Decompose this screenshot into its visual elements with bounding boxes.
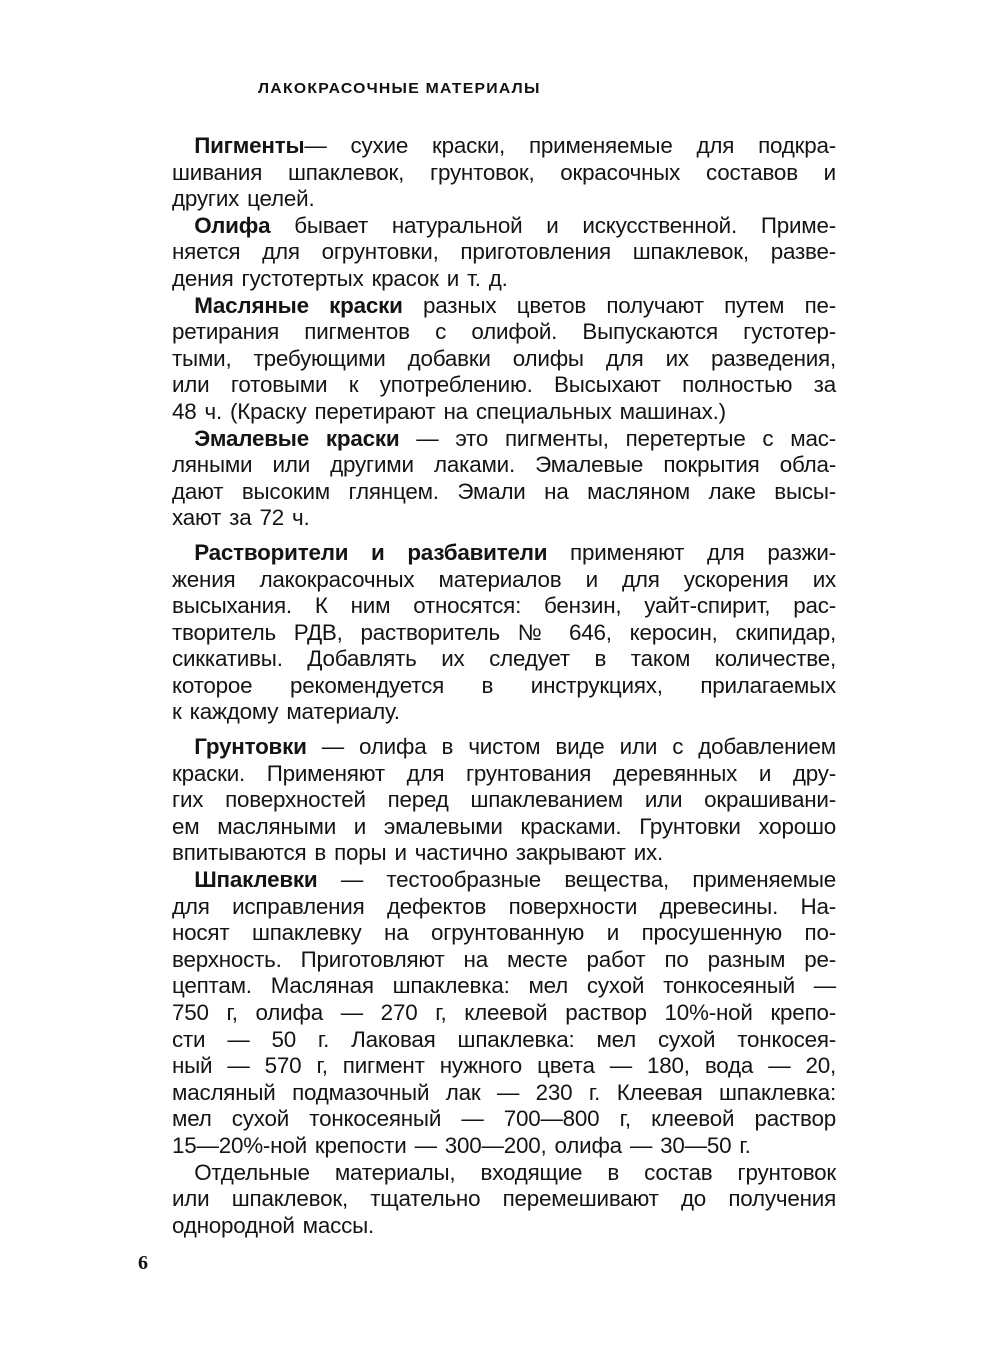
paragraph-gap	[172, 726, 836, 734]
paragraph-primers	[172, 734, 836, 867]
text-line: носят шпаклевку на огрунтованную и просушенную по-	[172, 920, 836, 946]
text-line	[172, 867, 836, 894]
text-line: тыми, требующими добавки олифы для их разведения,	[172, 345, 836, 371]
text-line: творитель РДВ, растворитель № 646, керосин, скипидар,	[172, 619, 836, 645]
text-line	[172, 133, 836, 160]
line-text: бывает натуральной и искусственной. Приме-	[270, 212, 836, 238]
running-head: ЛАКОКРАСОЧНЫЕ МАТЕРИАЛЫ	[258, 80, 541, 97]
text-line: 15—20%-ной крепости — 300—200, олифа — 30—50 г.	[172, 1132, 751, 1158]
text-line: ем масляными и эмалевыми красками. Грунтовки хорошо	[172, 813, 836, 839]
text-line: к каждому материалу.	[172, 699, 400, 725]
text-line: краски. Применяют для грунтования деревянных и дру-	[172, 760, 836, 786]
text-line	[172, 213, 836, 240]
text-line: масляный подмазочный лак — 230 г. Клеевая шпаклевка:	[172, 1079, 836, 1105]
text-line: ретирания пигментов с олифой. Выпускаются густотер-	[172, 319, 836, 345]
body-text	[172, 133, 836, 1239]
term-heading: Олифа	[194, 212, 271, 238]
text-line: хают за 72 ч.	[172, 505, 310, 531]
text-line: ляными или другими лаками. Эмалевые покрытия обла-	[172, 452, 836, 478]
text-line: сти — 50 г. Лаковая шпаклевка: мел сухой тонкосея-	[172, 1026, 836, 1052]
line-text: разных цветов получают путем пе-	[402, 292, 837, 318]
text-line: верхность. Приготовляют на месте работ по разным ре-	[172, 946, 836, 972]
line-text: Отдельные материалы, входящие в состав грунтовок	[194, 1159, 836, 1185]
paragraph-gap	[172, 532, 836, 540]
paragraph-solvents	[172, 540, 836, 726]
line-text: применяют для разжи-	[547, 539, 836, 565]
text-line	[172, 1160, 836, 1187]
line-text: — олифа в чистом виде или с добавлением	[306, 734, 836, 760]
text-line: гих поверхностей перед шпаклеванием или окрашивани-	[172, 787, 836, 813]
paragraph-pigments	[172, 133, 836, 213]
term-heading: Пигменты	[194, 133, 305, 158]
text-line	[172, 426, 836, 453]
term-heading: Грунтовки	[194, 734, 307, 760]
page-number: 6	[138, 1252, 148, 1274]
text-line: шивания шпаклевок, грунтовок, окрасочных составов и	[172, 159, 836, 185]
text-line: мел сухой тонкосеяный — 700—800 г, клеевой раствор	[172, 1106, 836, 1132]
text-line	[172, 734, 836, 761]
text-line: однородной массы.	[172, 1212, 375, 1238]
text-line	[172, 540, 836, 567]
text-line: дают высоким глянцем. Эмали на масляном лаке высы-	[172, 478, 836, 504]
text-line: которое рекомендуется в инструкциях, прилагаемых	[172, 672, 836, 698]
paragraph-putties	[172, 867, 836, 1160]
paragraph-olifa	[172, 213, 836, 293]
text-line	[172, 293, 836, 320]
text-line: жения лакокрасочных материалов и для ускорения их	[172, 566, 836, 592]
text-line: высыхания. К ним относятся: бензин, уайт-спирит, рас-	[172, 593, 836, 619]
text-line: 750 г, олифа — 270 г, клеевой раствор 10%-ной крепо-	[172, 1000, 836, 1025]
line-text: — это пигменты, перетертые с мас-	[399, 425, 836, 451]
paragraph-mixing-note	[172, 1160, 836, 1240]
text-line: ный — 570 г, пигмент нужного цвета — 180, вода — 20,	[172, 1053, 836, 1079]
text-line: или готовыми к употреблению. Высыхают полностью за	[172, 372, 836, 398]
term-heading: Шпаклевки	[194, 867, 318, 893]
term-heading: Эмалевые краски	[194, 425, 400, 451]
text-line: няется для огрунтовки, приготовления шпаклевок, разве-	[172, 239, 836, 265]
text-line: для исправления дефектов поверхности древесины. На-	[172, 893, 836, 919]
text-line: других целей.	[172, 186, 315, 212]
text-line: дения густотертых красок и т. д.	[172, 265, 508, 291]
paragraph-oil-paints	[172, 293, 836, 426]
text-line: цептам. Масляная шпаклевка: мел сухой тонкосеяный —	[172, 973, 836, 999]
term-heading: Растворители и разбавители	[194, 539, 548, 565]
paragraph-enamel-paints	[172, 426, 836, 532]
text-line: сиккативы. Добавлять их следует в таком количестве,	[172, 646, 836, 672]
text-line: или шпаклевок, тщательно перемешивают до получения	[172, 1186, 836, 1212]
line-text: — сухие краски, применяемые для подкра-	[304, 133, 836, 158]
text-line: впитываются в поры и частично закрывают их.	[172, 840, 664, 866]
text-line: 48 ч. (Краску перетирают на специальных машинах.)	[172, 398, 726, 424]
line-text: — тестообразные вещества, применяемые	[317, 867, 836, 893]
term-heading: Масляные краски	[194, 292, 403, 318]
